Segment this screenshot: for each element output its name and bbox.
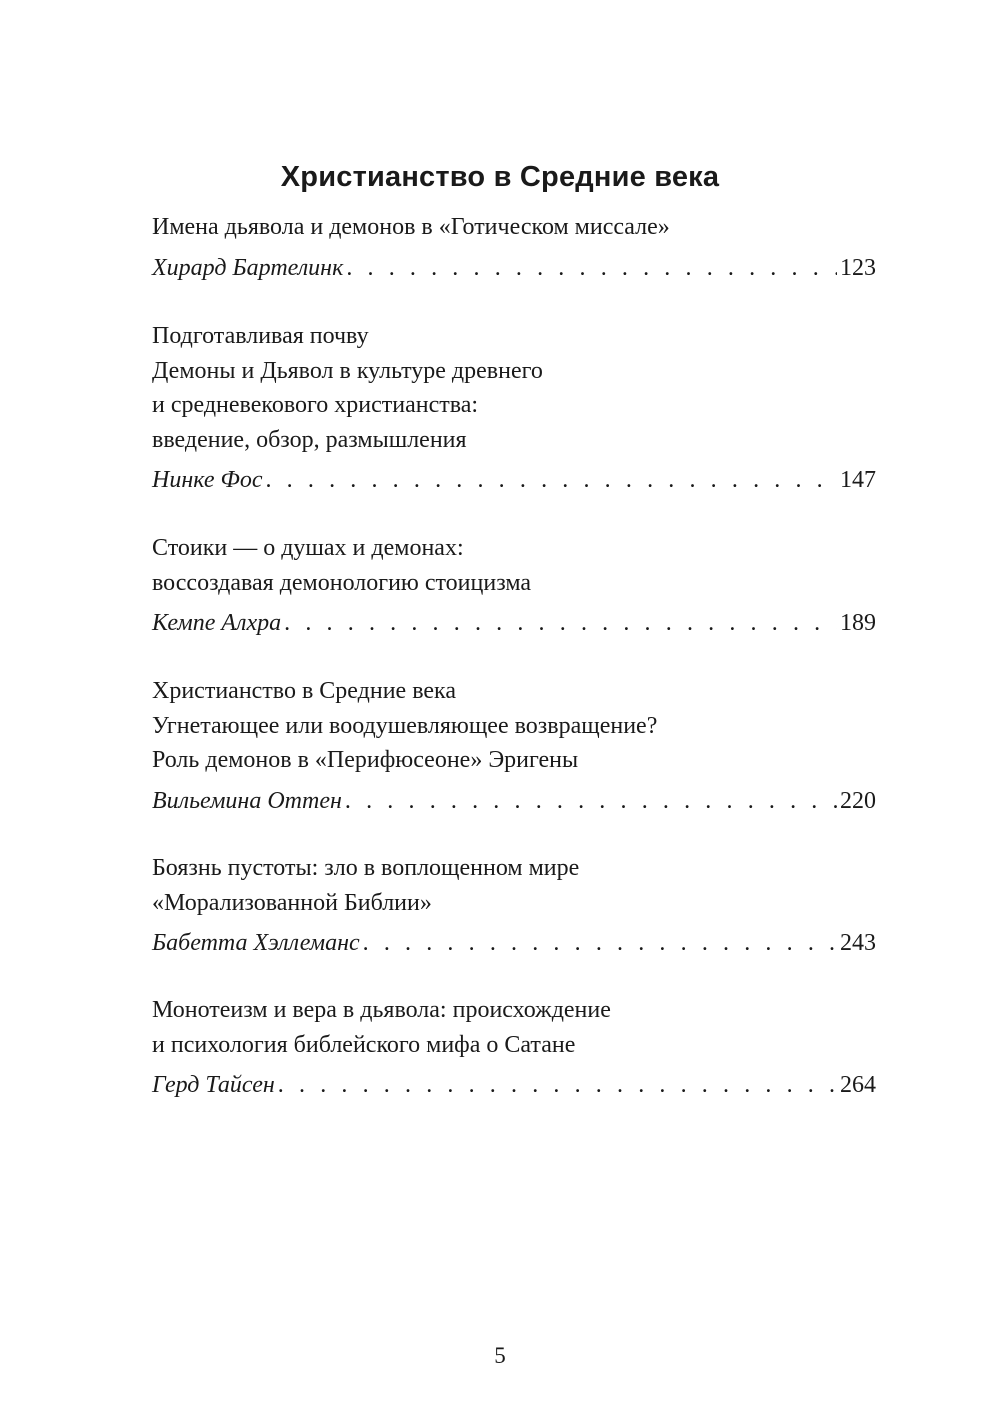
entry-title-line: Стоики — о душах и демонах:	[152, 535, 464, 561]
entry-title-line: и психология библейского мифа о Сатане	[152, 1031, 576, 1058]
entry-title-line: Угнетающее или воодушевляющее возвращение?	[152, 712, 658, 739]
entry-author-row	[152, 606, 876, 640]
entry-author: Кемпе Алхра	[152, 610, 282, 636]
dot-leader	[345, 784, 837, 818]
entry-title-line: введение, обзор, размышления	[152, 426, 467, 453]
entry-title-line: Подготавливая почву	[152, 323, 369, 349]
entry-author-row	[152, 463, 876, 497]
entry-author: Бабетта Хэллеманс	[152, 930, 360, 956]
toc-entry	[152, 210, 876, 285]
dot-leader	[265, 463, 837, 497]
dot-leader	[363, 926, 837, 960]
entry-title-line: Монотеизм и вера в дьявола: происхождение	[152, 997, 611, 1023]
toc-entry	[152, 674, 876, 818]
entry-author: Хирард Бартелинк	[152, 254, 344, 281]
entry-page-number: 243	[840, 930, 876, 956]
entry-page-number: 189	[840, 610, 876, 636]
dot-leader	[346, 251, 837, 285]
entry-title-line: и средневекового христианства:	[152, 392, 479, 418]
entry-author: Герд Тайсен	[152, 1072, 275, 1098]
entry-title-line: «Морализованной Библии»	[152, 889, 432, 916]
entry-title-line: Христианство в Средние века	[152, 678, 456, 704]
dot-leader	[278, 1068, 837, 1102]
entry-title-line: воссоздавая демонологию стоицизма	[152, 569, 532, 596]
section-title: Христианство в Средние века	[280, 161, 720, 194]
entry-author-row	[152, 251, 876, 285]
entry-page-number: 264	[840, 1072, 876, 1098]
entry-author: Вильемина Оттен	[152, 787, 342, 814]
entry-author-row	[152, 784, 876, 818]
toc-entry	[152, 851, 876, 960]
page-number-footer: 5	[494, 1343, 506, 1368]
toc-entry	[152, 993, 876, 1102]
entry-title-line: Роль демонов в «Перифюсеоне» Эригены	[152, 747, 579, 773]
entry-title-line: Демоны и Дьявол в культуре древнего	[152, 357, 543, 384]
entry-title-line: Боязнь пустоты: зло в воплощенном мире	[152, 855, 580, 881]
toc-entry	[152, 319, 876, 497]
dot-leader	[284, 606, 837, 640]
entry-page-number: 220	[840, 787, 876, 814]
entry-title-line: Имена дьявола и демонов в «Готическом миссале»	[152, 214, 670, 240]
entry-author: Нинке Фос	[152, 467, 263, 493]
entry-page-number: 123	[840, 254, 876, 281]
entry-author-row	[152, 926, 876, 960]
entry-author-row	[152, 1068, 876, 1102]
entry-page-number: 147	[840, 467, 876, 493]
toc-entry	[152, 531, 876, 640]
